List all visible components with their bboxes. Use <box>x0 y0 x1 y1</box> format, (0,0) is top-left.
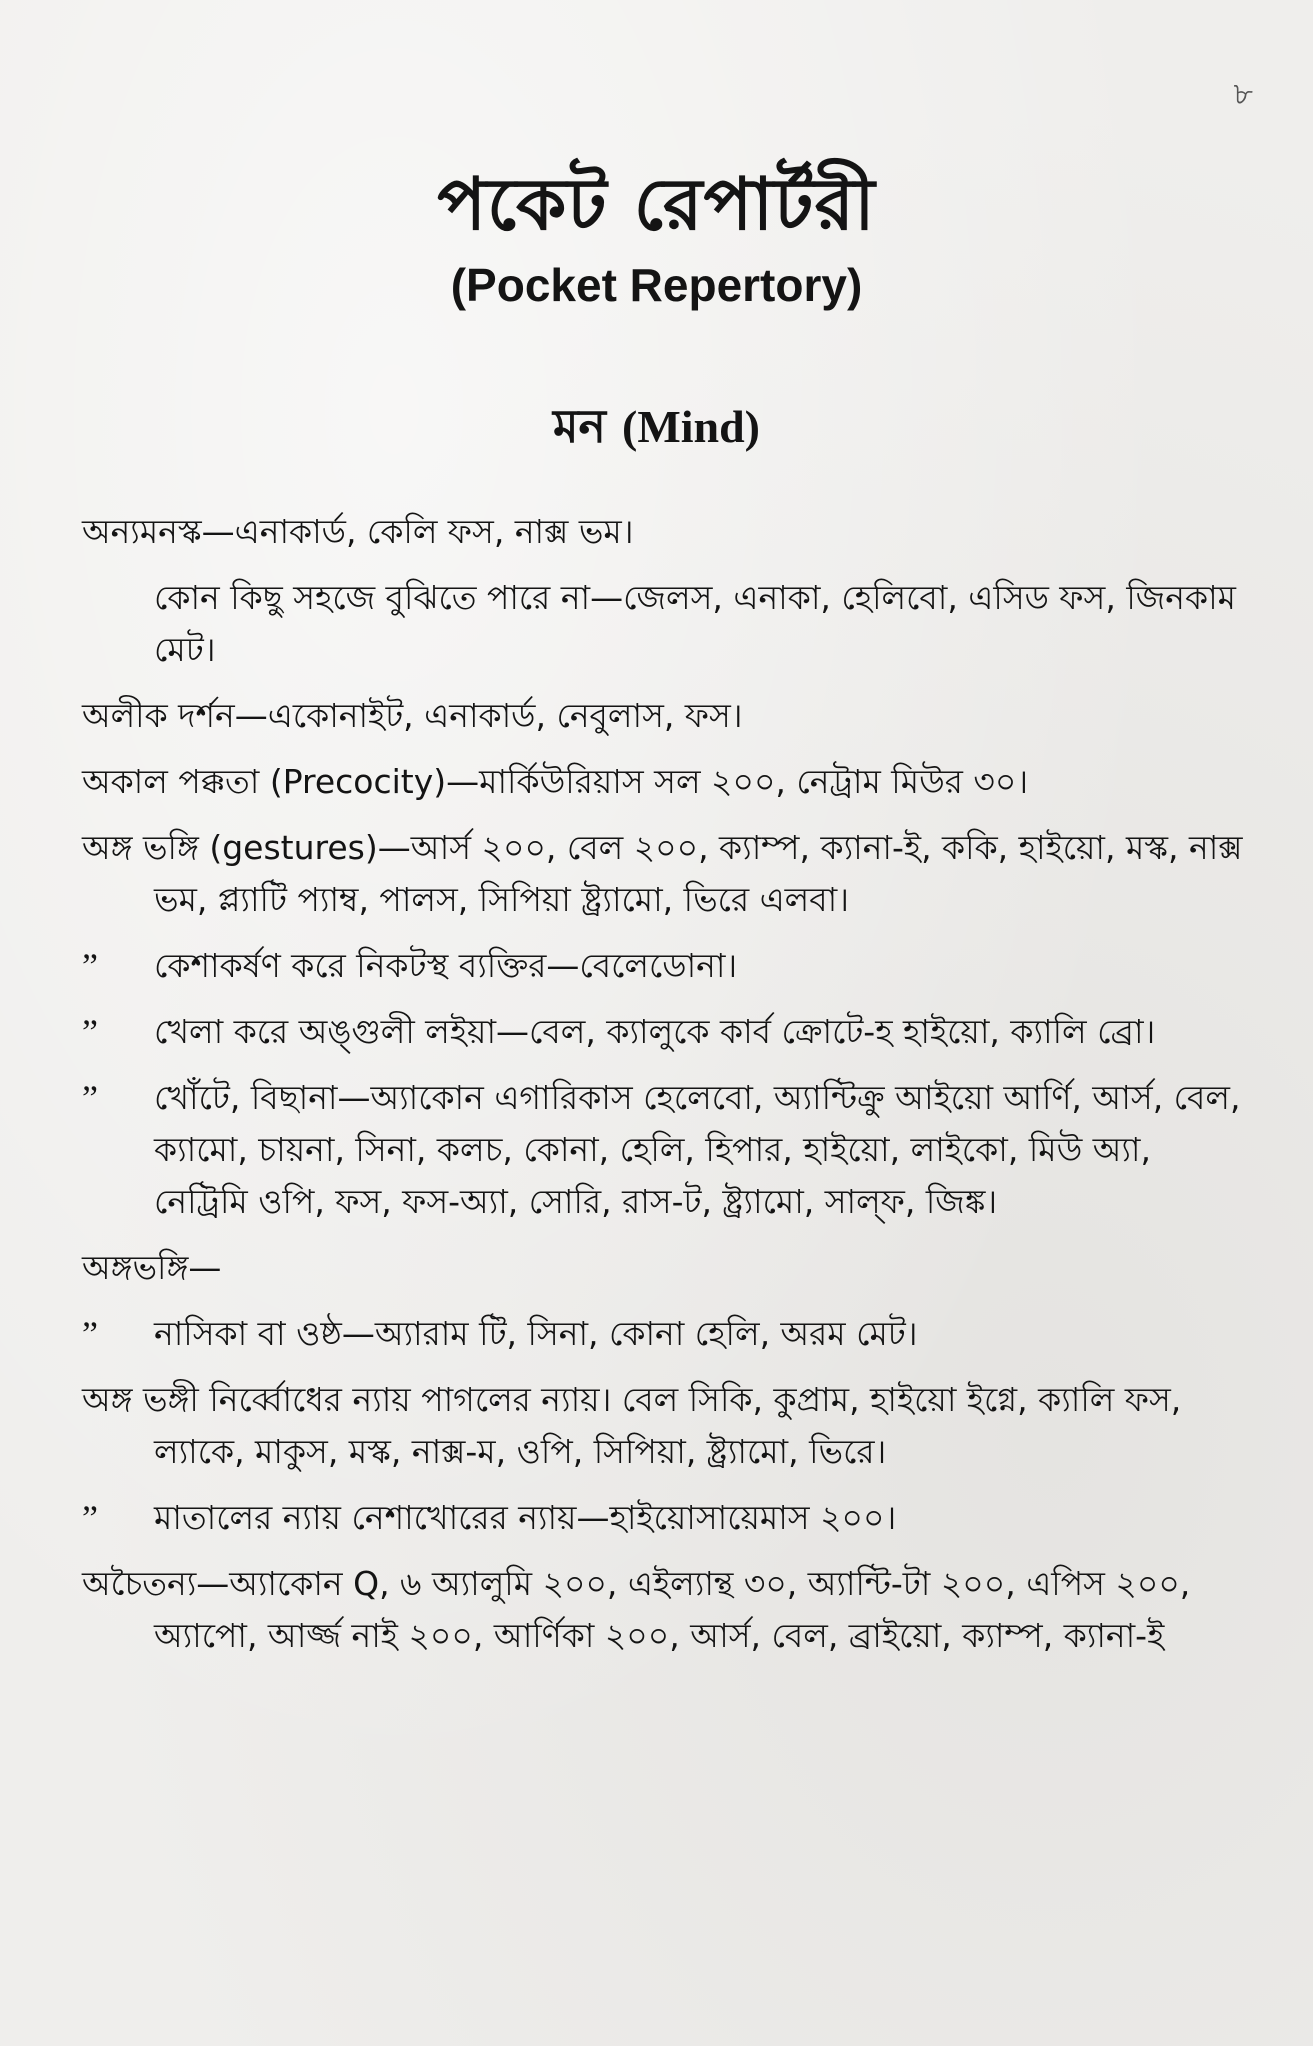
entry-gestures-drunkard <box>82 1492 1252 1544</box>
ditto-mark: ” <box>82 1078 98 1118</box>
entry-gestures-picks-bed <box>82 1072 1252 1228</box>
entry-text: কেশাকর্ষণ করে নিকটস্থ ব্যক্তির—বেলেডোনা। <box>154 946 738 985</box>
entry-text: খেলা করে অঙ্গুলী লইয়া—বেল, ক্যালুকে কার্ব ক্রোটে-হ হাইয়ো, ক্যালি ব্রো। <box>154 1012 1156 1051</box>
section-heading <box>0 392 1313 468</box>
entry-absent-minded: অন্যমনস্ক—এনাকার্ড, কেলি ফস, নাক্স ভম। <box>82 512 634 551</box>
entry-hallucination: অলীক দর্শন—একোনাইট, এনাকার্ড, নেবুলাস, ফস। <box>82 696 743 735</box>
ditto-mark: ” <box>82 1498 98 1538</box>
entry-precocity: অকাল পক্কতা (Precocity)—মার্কিউরিয়াস সল ২০০, নেট্রাম মিউর ৩০। <box>82 762 1029 801</box>
entry-gestures: অঙ্গ ভঙ্গি (gestures)—আর্স ২০০, বেল ২০০, ক্যাম্প, ক্যানা-ই, ককি, হাইয়ো, মস্ক, নাক্স ভম, প্ল্যাটি প্যাম্ব, পালস, সিপিয়া ষ্ট্র্যামো, ভিরে এলবা। <box>82 828 1243 919</box>
entry-cannot-understand: কোন কিছু সহজে বুঝিতে পারে না—জেলস, এনাকা, হেলিবো, এসিড ফস, জিনকাম মেট। <box>154 578 1236 669</box>
entry-gestures-nose-lips <box>82 1308 1252 1360</box>
entry-gestures-heading: অঙ্গভঙ্গি— <box>82 1248 222 1287</box>
entry-text: নাসিকা বা ওষ্ঠ—অ্যারাম টি, সিনা, কোনা হেলি, অরম মেট। <box>154 1314 918 1353</box>
ditto-mark: ” <box>82 1314 98 1354</box>
entry-unconsciousness: অচৈতন্য—অ্যাকোন Q, ৬ অ্যালুমি ২০০, এইল্যান্থ ৩০, অ্যান্টি-টা ২০০, এপিস ২০০, অ্যাপো, আর্জ্জ নাই ২০০, আর্ণিকা ২০০, আর্স, বেল, ব্রাইয়ো, ক্যাম্প, ক্যানা-ই <box>82 1564 1191 1655</box>
page-title: পকেট রেপার্টরী <box>437 162 876 246</box>
entry-text: মাতালের ন্যায় নেশাখোরের ন্যায়—হাইয়োসায়েমাস ২০০। <box>154 1498 897 1537</box>
repertory-entries <box>82 506 1252 1676</box>
page-subtitle: (Pocket Repertory) <box>450 259 863 311</box>
entry-text: খোঁটে, বিছানা—অ্যাকোন এগারিকাস হেলেবো, অ্যান্টিক্রু আইয়ো আর্ণি, আর্স, বেল, ক্যামো, চায়না, সিনা, কলচ, কোনা, হেলি, হিপার, হাইয়ো, লাইকো, মিউ অ্যা, নেট্রিমি ওপি, ফস, ফস-অ্যা, সোরি, রাস-ট, ষ্ট্র্যামো, সাল্‌ফ, জিঙ্ক। <box>154 1078 1241 1221</box>
entry-gestures-pulls-hair <box>82 940 1252 992</box>
entry-gestures-foolish: অঙ্গ ভঙ্গী নির্ব্বোধের ন্যায় পাগলের ন্যায়। বেল সিকি, কুপ্রাম, হাইয়ো ইগ্নে, ক্যালি ফস, ল্যাকে, মাকুস, মস্ক, নাক্স-ম, ওপি, সিপিয়া, ষ্ট্র্যামো, ভিরে। <box>82 1380 1182 1471</box>
section-title-bengali: মন <box>552 399 606 453</box>
ditto-mark: ” <box>82 1012 98 1052</box>
section-title-english: (Mind) <box>622 401 760 452</box>
page-number: ৮ <box>1233 77 1253 112</box>
entry-gestures-plays-fingers <box>82 1006 1252 1058</box>
ditto-mark: ” <box>82 946 98 986</box>
